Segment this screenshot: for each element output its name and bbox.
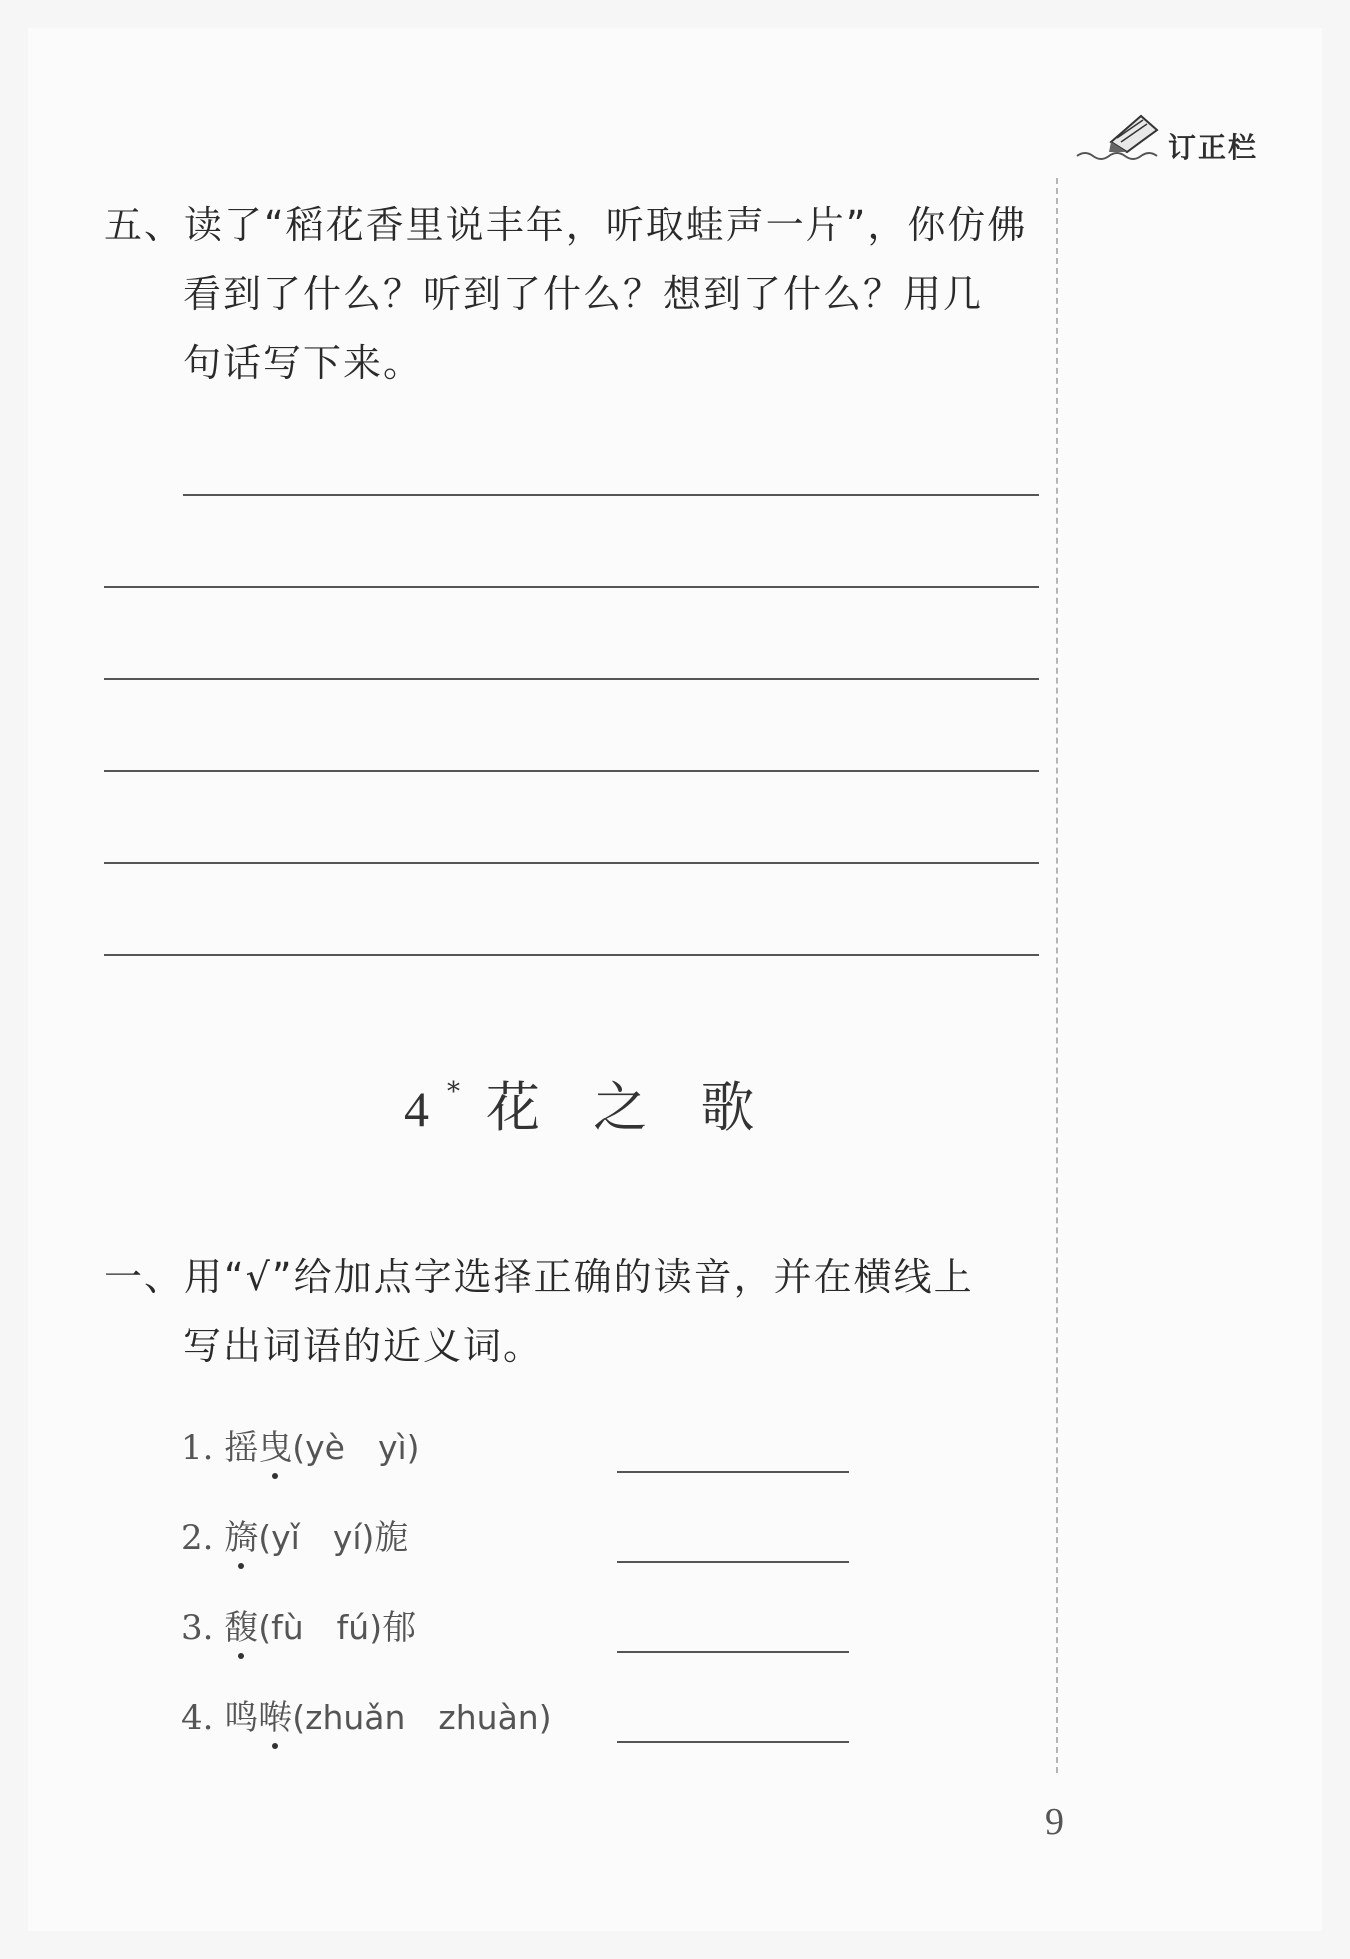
question5-line1: 五、读了“稻花香里说丰年，听取蛙声一片”，你仿佛 <box>104 203 1028 247</box>
item-text-after: 郁 <box>382 1608 417 1648</box>
lesson-title-text: 花 之 歌 <box>486 1076 773 1139</box>
vocab-item-2 <box>181 1510 408 1559</box>
question5-line3: 句话写下来。 <box>183 341 424 385</box>
pinyin-options[interactable]: (yè yì) <box>292 1428 420 1467</box>
item-number: 1. <box>181 1428 214 1468</box>
answer-line-2[interactable] <box>104 586 1039 588</box>
question1-line1: 一、用“√”给加点字选择正确的读音，并在横线上 <box>104 1255 974 1299</box>
dotted-character: 旖 <box>224 1510 258 1559</box>
page-number: 9 <box>1045 1801 1064 1843</box>
synonym-line-3[interactable] <box>617 1651 849 1653</box>
pinyin-options[interactable]: (fù fú) <box>258 1608 383 1647</box>
answer-line-4[interactable] <box>104 770 1039 772</box>
lesson-title <box>404 1065 772 1142</box>
correction-column-divider <box>1056 178 1058 1773</box>
pinyin-options[interactable]: (yǐ yí) <box>258 1518 375 1557</box>
item-number: 3. <box>181 1608 214 1648</box>
vocab-item-3 <box>181 1600 416 1649</box>
dotted-character: 曳 <box>258 1420 292 1469</box>
synonym-line-2[interactable] <box>617 1561 849 1563</box>
lesson-number: 4 <box>404 1081 447 1137</box>
item-text-before: 鸣 <box>224 1698 259 1738</box>
wave-decoration <box>1075 148 1165 162</box>
answer-line-5[interactable] <box>104 862 1039 864</box>
item-text-after: 旎 <box>374 1518 409 1558</box>
dotted-character: 啭 <box>258 1690 292 1739</box>
answer-line-3[interactable] <box>104 678 1039 680</box>
pinyin-options[interactable]: (zhuǎn zhuàn) <box>292 1698 552 1737</box>
answer-line-1[interactable] <box>183 494 1039 496</box>
item-number: 4. <box>181 1698 214 1738</box>
question1-line2: 写出词语的近义词。 <box>183 1324 544 1368</box>
synonym-line-4[interactable] <box>617 1741 849 1743</box>
vocab-item-4 <box>181 1690 552 1739</box>
dotted-character: 馥 <box>224 1600 258 1649</box>
item-text-before: 摇 <box>224 1428 259 1468</box>
correction-column-header <box>1075 112 1285 172</box>
synonym-line-1[interactable] <box>617 1471 849 1473</box>
vocab-item-1 <box>181 1420 420 1469</box>
lesson-mark: * <box>447 1077 486 1107</box>
correction-column-label: 订正栏 <box>1168 131 1259 164</box>
answer-line-6[interactable] <box>104 954 1039 956</box>
question5-line2: 看到了什么？听到了什么？想到了什么？用几 <box>183 272 984 316</box>
item-number: 2. <box>181 1518 214 1558</box>
